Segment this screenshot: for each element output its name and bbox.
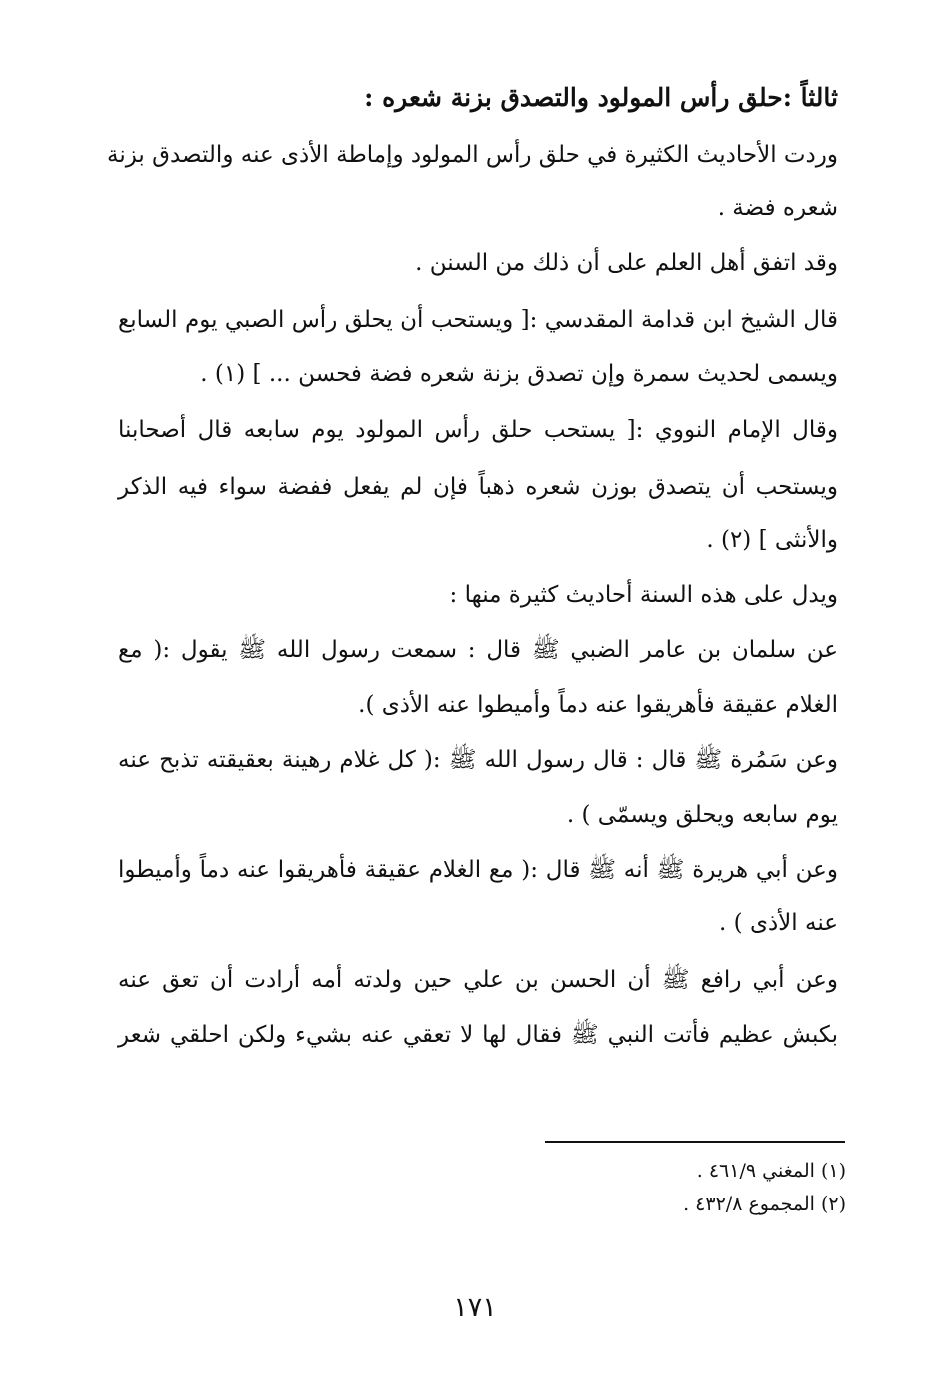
- footnote: (١) المغني ٤٦١/٩ .: [696, 1160, 846, 1182]
- text-line: الغلام عقيقة فأهريقوا عنه دماً وأميطوا عنه الأذى ).: [358, 692, 838, 718]
- text-line: وقال الإمام النووي :[ يستحب حلق رأس المولود يوم سابعه قال أصحابنا: [118, 417, 838, 443]
- text-line: وعن سَمُرة ﷺ قال : قال رسول الله ﷺ :( كل غلام رهينة بعقيقته تذبح عنه: [118, 747, 838, 773]
- text-line: والأنثى ] (٢) .: [706, 527, 838, 553]
- text-line: وردت الأحاديث الكثيرة في حلق رأس المولود وإماطة الأذى عنه والتصدق بزنة: [106, 142, 838, 168]
- text-line: ويسمى لحديث سمرة وإن تصدق بزنة شعره فضة فحسن ... ] (١) .: [200, 361, 838, 387]
- text-line: وقد اتفق أهل العلم على أن ذلك من السنن .: [415, 250, 838, 276]
- footnote: (٢) المجموع ٤٣٢/٨ .: [683, 1193, 846, 1215]
- text-line: عنه الأذى ) .: [719, 910, 838, 936]
- text-line: قال الشيخ ابن قدامة المقدسي :[ ويستحب أن يحلق رأس الصبي يوم السابع: [118, 307, 838, 333]
- section-heading: ثالثاً :حلق رأس المولود والتصدق بزنة شعره :: [364, 83, 838, 112]
- text-line: ويدل على هذه السنة أحاديث كثيرة منها :: [449, 582, 838, 608]
- text-line: شعره فضة .: [717, 195, 838, 221]
- page-number: ١٧١: [453, 1292, 497, 1323]
- text-line: ويستحب أن يتصدق بوزن شعره ذهباً فإن لم يفعل ففضة سواء فيه الذكر: [118, 474, 838, 500]
- text-line: يوم سابعه ويحلق ويسمّى ) .: [566, 802, 838, 828]
- text-line: عن سلمان بن عامر الضبي ﷺ قال : سمعت رسول الله ﷺ يقول :( مع: [118, 637, 838, 663]
- text-line: وعن أبي هريرة ﷺ أنه ﷺ قال :( مع الغلام عقيقة فأهريقوا عنه دماً وأميطوا: [118, 857, 838, 883]
- text-line: بكبش عظيم فأتت النبي ﷺ فقال لها لا تعقي عنه بشيء ولكن احلقي شعر: [118, 1022, 838, 1048]
- footnote-divider: [545, 1141, 845, 1143]
- text-line: وعن أبي رافع ﷺ أن الحسن بن علي حين ولدته أمه أرادت أن تعق عنه: [118, 967, 838, 993]
